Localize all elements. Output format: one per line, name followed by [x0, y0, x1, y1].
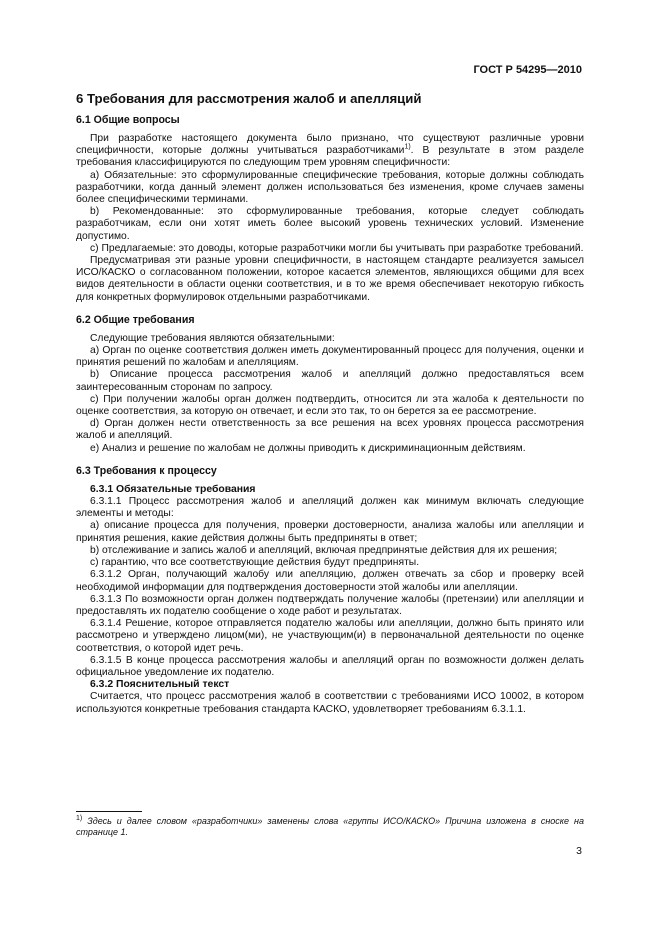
paragraph-6-1-intro [76, 133, 584, 170]
list-item-6-3-1-b: b) отслеживание и запись жалоб и апелляций, включая предпринятые действия для их решения; [90, 544, 558, 556]
list-item-6-1-b: b) Рекомендованные: это сформулированные требования, которые следует соблюдать разработчикам, если они хотят иметь более высокий уровень технических условий. Изменение допустимо. [76, 206, 584, 242]
section-6-1-title: 6.1 Общие вопросы [76, 114, 180, 126]
footnote-mark: 1) [76, 815, 83, 822]
paragraph-6-3-2: Считается, что процесс рассмотрения жалоб в соответствии с требованиями ИСО 10002, в котором используются конкретные требования стандарта КАСКО, удовлетворяет требованиям 6.3.1.1. [76, 691, 584, 715]
footnote-text: Здесь и далее словом «разработчики» заменены слова «группы ИСО/КАСКО» Причина изложена в сноске на странице 1. [76, 816, 584, 837]
footnote-reference[interactable]: 1) [404, 143, 411, 151]
list-item-6-2-a: а) Орган по оценке соответствия должен иметь документированный процесс для получения, оценки и принятия решений по жалобам и апелляциям. [76, 345, 584, 369]
section-6-3-1-title: 6.3.1 Обязательные требования [90, 483, 256, 495]
list-item-6-2-d: d) Орган должен нести ответственность за все решения на всех уровнях процесса рассмотрения жалоб и апелляций. [76, 418, 584, 442]
section-6-3-2-title: 6.3.2 Пояснительный текст [90, 679, 230, 691]
page-body [76, 91, 584, 716]
paragraph-6-2-intro: Следующие требования являются обязательными: [90, 332, 335, 344]
list-item-6-2-c: с) При получении жалобы орган должен подтвердить, относится ли эта жалоба к деятельности по оценке соответствия, за которую он отвечает, и если это так, то он берется за ее рассмотрение. [76, 393, 584, 418]
footnote [76, 816, 584, 838]
standard-code-header: ГОСТ Р 54295—2010 [473, 64, 582, 76]
list-item-6-2-e: е) Анализ и решение по жалобам не должны приводить к дискриминационным действиям. [90, 442, 526, 454]
paragraph-6-3-1-3: 6.3.1.3 По возможности орган должен подтверждать получение жалобы (претензии) или апелляции и предоставлять их подателю сообщение о ходе работ и результатах. [76, 593, 584, 617]
list-item-6-3-1-a: а) описание процесса для получения, проверки достоверности, анализа жалобы или апелляции и принятия решения, какие действия должны быть предприняты в ответ; [76, 520, 584, 544]
section-6-3-title: 6.3 Требования к процессу [76, 464, 217, 477]
paragraph-6-1-intro-text: При разработке настоящего документа было признано, что существуют различные уровни специфичности, которые должны учитываться разработчиками [76, 133, 584, 157]
paragraph-6-3-1-2: 6.3.1.2 Орган, получающий жалобу или апелляцию, должен отвечать за сбор и проверку всей необходимой информации для подтверждения достоверности этой жалобы или апелляции. [76, 569, 584, 593]
paragraph-6-3-1-5: 6.3.1.5 В конце процесса рассмотрения жалобы и апелляций орган по возможности должен делать официальное уведомление их подателю. [76, 654, 584, 678]
list-item-6-3-1-c: с) гарантию, что все соответствующие действия будут предприняты. [90, 557, 420, 569]
section-6-2-title: 6.2 Общие требования [76, 313, 195, 326]
list-item-6-1-c: с) Предлагаемые: это доводы, которые разработчики могли бы учитывать при разработке требований. [90, 242, 584, 254]
page-number: 3 [576, 845, 582, 857]
section-6-title: 6 Требования для рассмотрения жалоб и апелляций [76, 91, 422, 106]
paragraph-6-3-1-1: 6.3.1.1 Процесс рассмотрения жалоб и апелляций должен как минимум включать следующие элементы и методы: [76, 496, 584, 520]
list-item-6-2-b: b) Описание процесса рассмотрения жалоб и апелляций должно предоставляться всем заинтересованным сторонам по запросу. [76, 369, 584, 393]
list-item-6-1-a: а) Обязательные: это сформулированные специфические требования, которые должны соблюдать разработчики, когда данный элемент должен использоваться без изменения, кроме случаев замены более специфическими терминами. [76, 169, 584, 206]
paragraph-6-1-intro-cont: . В результате в этом разделе требования классифицируются по следующим трем уровням специфичности: [76, 145, 584, 169]
paragraph-6-3-1-4: 6.3.1.4 Решение, которое отправляется подателю жалобы или апелляции, должно быть принято или рассмотрено и утверждено лицом(ми), не участвующим(и) в первоначальной деятельности по оценке соответствия, о которой идет речь. [76, 618, 584, 654]
paragraph-6-1-closing: Предусматривая эти разные уровни специфичности, в настоящем стандарте реализуется замысел ИСО/КАСКО о согласованном положении, которое касается элементов, являющихся общими для всех видов деятельности в области оценки соответствия, и в то же время обеспечивает некоторую гибкость для конкретных формулировок отдельными разработчиками. [76, 255, 584, 303]
footnote-divider [76, 811, 142, 812]
